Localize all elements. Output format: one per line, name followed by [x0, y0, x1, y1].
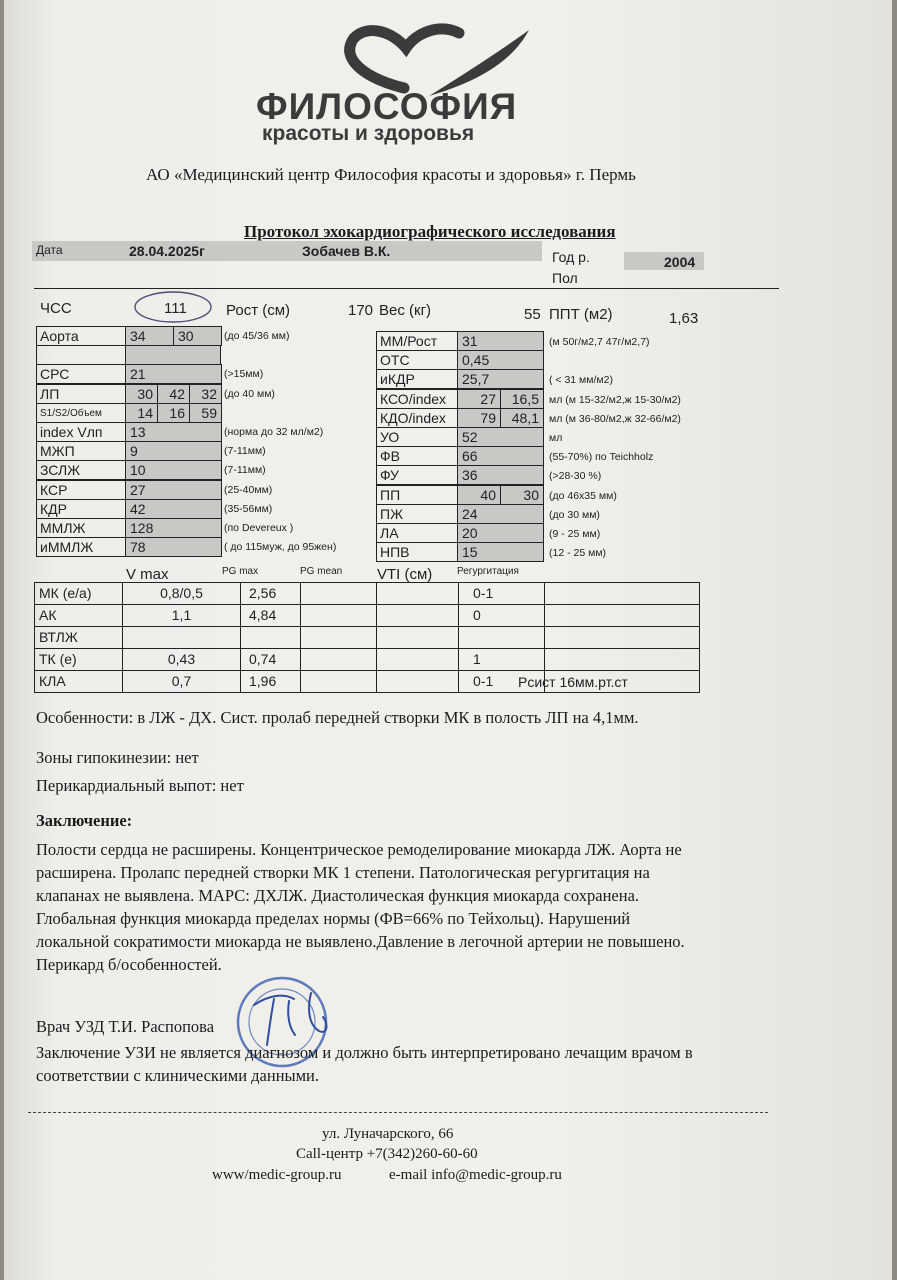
measure-value-cell: 59 [189, 403, 222, 423]
doppler-vmax [122, 626, 241, 649]
measure-norm-note: (7-11мм) [224, 464, 266, 476]
doppler-regurgitation: 0 [458, 604, 545, 627]
measure-label-cell: НПВ [376, 542, 458, 562]
features-text: Особенности: в ЛЖ - ДХ. Сист. пролаб передней створки МК в полость ЛП на 4,1мм. [36, 708, 639, 727]
conclusion-title: Заключение: [36, 811, 133, 830]
birth-year-label: Год р. [552, 249, 590, 265]
footer-address: ул. Луначарского, 66 [322, 1126, 454, 1142]
measure-norm-note: ( до 115муж, до 95жен) [224, 541, 337, 553]
weight-value: 55 [524, 306, 541, 323]
measure-label-cell: МЖП [36, 441, 126, 461]
doppler-column-header: Регургитация [457, 566, 519, 577]
measure-label-cell: иКДР [376, 369, 458, 389]
measure-value-cell: 27 [125, 480, 222, 500]
conclusion-line: Глобальная функция миокарда пределах нормы (ФВ=66% по Тейхольц). Нарушений [36, 909, 631, 928]
disclaimer-line: Заключение УЗИ не является диагнозом и должно быть интерпретировано лечащим врачом в [36, 1043, 693, 1062]
doppler-vmax: 1,1 [122, 604, 241, 627]
doppler-cell [544, 648, 700, 671]
measure-value-cell: 14 [125, 403, 158, 423]
doppler-regurgitation: 1 [458, 648, 545, 671]
measure-value-cell: 20 [457, 523, 544, 543]
measure-label-cell: ФУ [376, 465, 458, 485]
measure-label-cell: ММ/Рост [376, 331, 458, 351]
measure-label-cell: ОТС [376, 350, 458, 370]
measure-value-cell: 128 [125, 518, 222, 538]
doppler-row-label: ТК (е) [34, 648, 123, 671]
measure-label-cell: index Vлп [36, 422, 126, 442]
doppler-vmax: 0,43 [122, 648, 241, 671]
measure-norm-note: (12 - 25 мм) [549, 547, 607, 559]
hr-label: ЧСС [40, 300, 72, 317]
doppler-cell [300, 648, 377, 671]
measure-value-cell: 25,7 [457, 369, 544, 389]
measure-label-cell: ПЖ [376, 504, 458, 524]
doctor-name: Врач УЗД Т.И. Распопова [36, 1017, 215, 1036]
measure-value-cell: 31 [457, 331, 544, 351]
measure-value-cell: 42 [157, 384, 190, 404]
doppler-cell [376, 648, 459, 671]
measure-norm-note: (норма до 32 мл/м2) [224, 426, 324, 438]
measure-value-cell: 30 [173, 326, 222, 346]
conclusion-line: локальной сократимости миокарда не выявлено.Давление в легочной артерии не повышено. [36, 932, 685, 951]
doppler-regurgitation: 0-1 [458, 670, 545, 693]
pericardial-text: Перикардиальный выпот: нет [36, 776, 244, 795]
doc-title: Протокол эхокардиографического исследования [244, 222, 616, 241]
measure-value-cell: 32 [189, 384, 222, 404]
conclusion-line: клапанах не выявлена. МАРС: ДХЛЖ. Диастолическая функция миокарда сохранена. [36, 886, 640, 905]
document-page [4, 0, 892, 1280]
measure-norm-note: (7-11мм) [224, 445, 266, 457]
date-label: Дата [36, 243, 63, 257]
measure-norm-note: (55-70%) по Teichholz [549, 451, 654, 463]
doppler-row-label: ВТЛЖ [34, 626, 123, 649]
measure-label-cell: ММЛЖ [36, 518, 126, 538]
doppler-column-header: PG mean [300, 566, 343, 577]
exam-date: 28.04.2025г [129, 243, 205, 259]
footer-divider [28, 1112, 768, 1113]
measure-label-cell: КДО/index [376, 408, 458, 428]
doppler-pgmax: 4,84 [240, 604, 301, 627]
footer-callcenter: Call-центр +7(342)260-60-60 [296, 1146, 478, 1162]
measure-value-cell: 16 [157, 403, 190, 423]
doppler-column-header: VTI (см) [377, 566, 433, 583]
logo-line2: красоты и здоровья [262, 122, 475, 145]
measure-value-cell: 9 [125, 441, 222, 461]
doppler-column-header: V max [126, 566, 169, 583]
measure-label-cell: ФВ [376, 446, 458, 466]
measure-norm-note: мл (м 36-80/м2,ж 32-66/м2) [549, 413, 681, 425]
disclaimer-line: соответствии с клиническими данными. [36, 1066, 320, 1085]
doppler-row-label: АК [34, 604, 123, 627]
measure-value-cell: 79 [457, 408, 501, 428]
measure-label-cell [36, 345, 126, 365]
doppler-cell [300, 626, 377, 649]
measure-norm-note: (до 40 мм) [224, 388, 275, 400]
measure-value-cell: 27 [457, 389, 501, 409]
disclaimer [36, 1041, 776, 1087]
sex-label: Пол [552, 270, 578, 286]
doppler-pgmax: 2,56 [240, 582, 301, 605]
doppler-pgmax: 0,74 [240, 648, 301, 671]
hr-circle-mark [132, 287, 214, 327]
measure-label-cell: Аорта [36, 326, 126, 346]
measure-value-cell: 13 [125, 422, 222, 442]
measure-label-cell: ЛА [376, 523, 458, 543]
bsa-label: ППТ (м2) [549, 306, 613, 323]
measure-value-cell [125, 345, 221, 365]
footer-email[interactable]: e-mail info@medic-group.ru [389, 1167, 562, 1183]
doppler-cell [300, 604, 377, 627]
measure-value-cell: 0,45 [457, 350, 544, 370]
measure-label-cell: иММЛЖ [36, 537, 126, 557]
conclusion-line: расширена. Пролапс передней створки МК 1 степени. Патологическая регургитация на [36, 863, 650, 882]
measure-value-cell: 10 [125, 460, 222, 480]
footer-website[interactable]: www/medic-group.ru [212, 1167, 342, 1183]
measure-label-cell: КСР [36, 480, 126, 500]
measure-value-cell: 30 [125, 384, 158, 404]
measure-norm-note: ( < 31 мм/м2) [549, 374, 613, 386]
hypokinesia-text: Зоны гипокинезии: нет [36, 748, 199, 767]
doppler-vmax: 0,8/0,5 [122, 582, 241, 605]
measure-norm-note: мл [549, 432, 563, 444]
measure-value-cell: 21 [125, 364, 222, 384]
conclusion-line: Полости сердца не расширены. Концентрическое ремоделирование миокарда ЛЖ. Аорта не [36, 840, 682, 859]
measure-value-cell: 42 [125, 499, 222, 519]
org-title: АО «Медицинский центр Философия красоты и здоровья» г. Пермь [146, 165, 636, 184]
height-value: 170 [348, 302, 374, 319]
measure-norm-note: (35-56мм) [224, 503, 273, 515]
doppler-row-label: МК (е/а) [34, 582, 123, 605]
measure-norm-note: (9 - 25 мм) [549, 528, 601, 540]
doppler-column-header: PG max [222, 566, 259, 577]
doppler-cell [376, 604, 459, 627]
measure-label-cell: ЛП [36, 384, 126, 404]
doppler-row-label: КЛА [34, 670, 123, 693]
doppler-cell [376, 670, 459, 693]
measure-norm-note: (до 45/36 мм) [224, 330, 290, 342]
measure-label-cell: ЗСЛЖ [36, 460, 126, 480]
patient-bar [32, 241, 542, 261]
doppler-cell [300, 582, 377, 605]
measure-value-cell: 48,1 [500, 408, 544, 428]
weight-label: Вес (кг) [379, 302, 432, 319]
measure-value-cell: 15 [457, 542, 544, 562]
bsa-value: 1,63 [669, 310, 699, 327]
doppler-cell [300, 670, 377, 693]
measure-norm-note: мл (м 15-32/м2,ж 15-30/м2) [549, 394, 681, 406]
measure-label-cell: S1/S2/Объем [36, 403, 126, 423]
measure-label-cell: КСО/index [376, 389, 458, 409]
doppler-pgmax: 1,96 [240, 670, 301, 693]
measure-norm-note: (>15мм) [224, 368, 264, 380]
measure-value-cell: 24 [457, 504, 544, 524]
measure-label-cell: УО [376, 427, 458, 447]
measure-value-cell: 66 [457, 446, 544, 466]
conclusion-body [36, 838, 776, 976]
doppler-vmax: 0,7 [122, 670, 241, 693]
measure-value-cell: 40 [457, 485, 501, 505]
doppler-cell [376, 582, 459, 605]
measure-label-cell: ПП [376, 485, 458, 505]
birth-year: 2004 [664, 254, 696, 270]
measure-value-cell: 52 [457, 427, 544, 447]
measure-value-cell: 34 [125, 326, 174, 346]
logo-line1: ФИЛОСОФИЯ [256, 86, 518, 127]
conclusion-line: Перикард б/особенностей. [36, 955, 222, 974]
measure-value-cell: 16,5 [500, 389, 544, 409]
doppler-regurgitation [458, 626, 545, 649]
doppler-cell [376, 626, 459, 649]
measure-norm-note: (25-40мм) [224, 484, 273, 496]
measure-label-cell: СРС [36, 364, 126, 384]
doppler-cell [544, 626, 700, 649]
measure-value-cell: 78 [125, 537, 222, 557]
measure-value-cell: 30 [500, 485, 544, 505]
measure-norm-note: (до 30 мм) [549, 509, 600, 521]
measure-norm-note: (>28-30 %) [549, 470, 602, 482]
measure-value-cell: 36 [457, 465, 544, 485]
doppler-extra-note: Рсист 16мм.рт.ст [518, 674, 628, 690]
measure-norm-note: (по Devereux ) [224, 522, 294, 534]
doppler-regurgitation: 0-1 [458, 582, 545, 605]
hr-value: 111 [164, 300, 187, 317]
patient-name: Зобачев В.К. [302, 243, 391, 259]
measure-label-cell: КДР [36, 499, 126, 519]
doppler-cell [544, 604, 700, 627]
doppler-pgmax [240, 626, 301, 649]
height-label: Рост (см) [226, 302, 291, 319]
doppler-cell [544, 582, 700, 605]
measure-norm-note: (м 50г/м2,7 47г/м2,7) [549, 336, 650, 348]
measure-norm-note: (до 46х35 мм) [549, 490, 617, 502]
